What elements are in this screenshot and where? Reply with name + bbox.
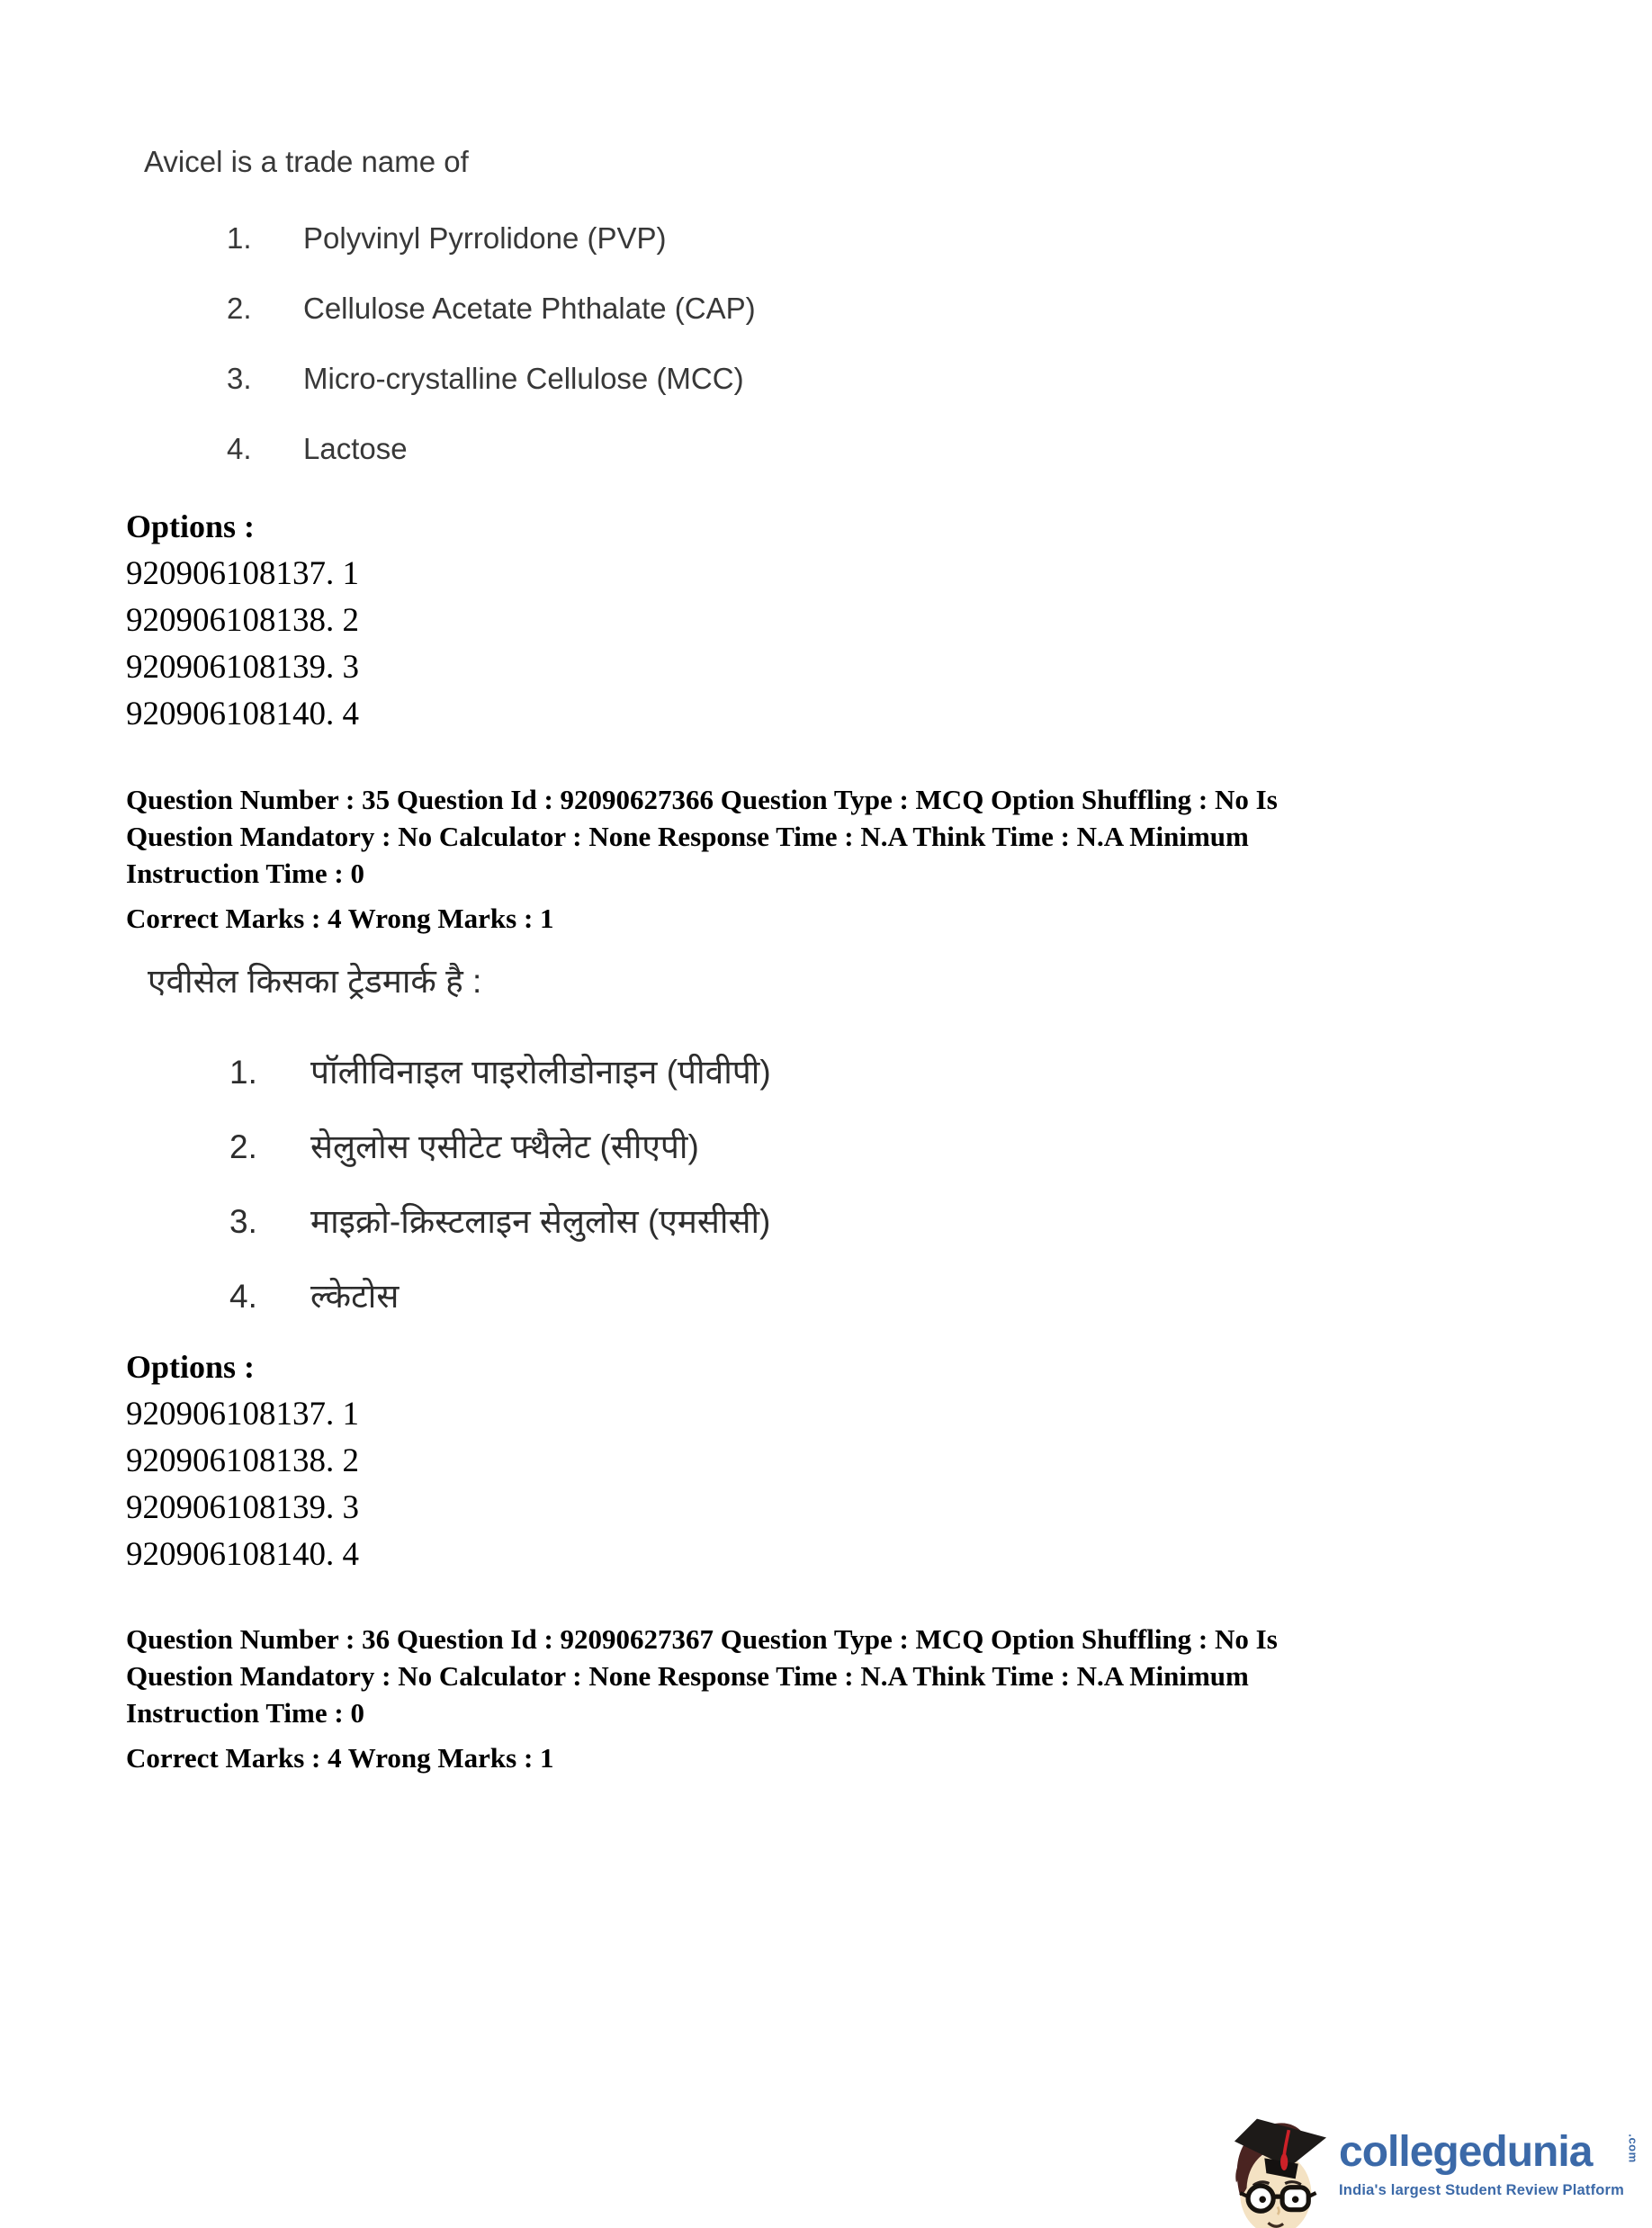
question-meta-details bbox=[126, 1621, 1548, 1731]
choice-item bbox=[227, 431, 756, 467]
option-id-line: 920906108140. 4 bbox=[126, 696, 359, 732]
options-heading: Options : bbox=[126, 1349, 256, 1385]
choice-item bbox=[227, 220, 756, 256]
choice-number: 2. bbox=[227, 292, 252, 325]
option-id-line: 920906108138. 2 bbox=[126, 602, 359, 639]
option-id-line: 920906108138. 2 bbox=[126, 1442, 359, 1479]
choice-number: 1. bbox=[229, 1054, 257, 1091]
option-id-line: 920906108140. 4 bbox=[126, 1536, 359, 1573]
question-hindi-block bbox=[148, 957, 771, 1348]
graduate-boy-mascot-icon bbox=[1227, 2104, 1333, 2228]
question-meta-line: Question Mandatory : No Calculator : None Response Time : N.A Think Time : N.A Minimum bbox=[126, 821, 1249, 852]
option-id-line: 920906108137. 1 bbox=[126, 555, 359, 592]
choice-item bbox=[229, 1124, 771, 1171]
choice-number: 2. bbox=[229, 1128, 257, 1165]
choice-item bbox=[229, 1049, 771, 1096]
choice-number: 4. bbox=[229, 1278, 257, 1315]
option-id-line: 920906108139. 3 bbox=[126, 649, 359, 686]
question-meta-details bbox=[126, 781, 1548, 892]
choice-text: ल्केटोस bbox=[310, 1278, 400, 1315]
choice-item bbox=[229, 1273, 771, 1320]
choice-item bbox=[227, 361, 756, 397]
choice-text: Micro-crystalline Cellulose (MCC) bbox=[303, 362, 744, 395]
question-meta-line: Instruction Time : 0 bbox=[126, 1697, 364, 1729]
choice-text: Polyvinyl Pyrrolidone (PVP) bbox=[303, 221, 667, 255]
choice-list-english bbox=[144, 220, 756, 467]
question-meta-line: Question Mandatory : No Calculator : None Response Time : N.A Think Time : N.A Minimum bbox=[126, 1660, 1249, 1692]
choice-text: Cellulose Acetate Phthalate (CAP) bbox=[303, 292, 756, 325]
correct-marks-line: Correct Marks : 4 Wrong Marks : 1 bbox=[126, 1742, 554, 1774]
question-36-header bbox=[126, 1621, 1548, 1776]
question-meta-line: Instruction Time : 0 bbox=[126, 858, 364, 889]
question-meta-line: Question Number : 35 Question Id : 92090627366 Question Type : MCQ Option Shuffling : No Is bbox=[126, 784, 1278, 815]
correct-marks-line: Correct Marks : 4 Wrong Marks : 1 bbox=[126, 903, 554, 934]
option-id-list bbox=[126, 551, 359, 738]
brand-domain-suffix: .com bbox=[1626, 2134, 1640, 2163]
brand-wordmark-group bbox=[1339, 2128, 1640, 2199]
question-prompt-hindi: एवीसेल किसका ट्रेडमार्क है : bbox=[148, 963, 482, 1000]
question-35-header bbox=[126, 781, 1548, 937]
question-english-block bbox=[144, 144, 756, 501]
choice-text: Lactose bbox=[303, 432, 408, 465]
choice-text: माइक्रो-क्रिस्टलाइन सेलुलोस (एमसीसी) bbox=[310, 1203, 771, 1240]
options-id-block-2 bbox=[126, 1346, 359, 1578]
choice-item bbox=[227, 291, 756, 327]
choice-number: 4. bbox=[227, 432, 252, 465]
question-meta-line: Question Number : 36 Question Id : 92090627367 Question Type : MCQ Option Shuffling : No Is bbox=[126, 1623, 1278, 1655]
collegedunia-logo bbox=[1227, 2102, 1650, 2228]
brand-tagline: India's largest Student Review Platform bbox=[1339, 2182, 1625, 2198]
choice-text: सेलुलोस एसीटेट फ्थैलेट (सीएपी) bbox=[310, 1128, 699, 1165]
options-heading: Options : bbox=[126, 508, 256, 544]
choice-number: 3. bbox=[229, 1203, 257, 1240]
option-id-line: 920906108139. 3 bbox=[126, 1489, 359, 1526]
options-id-block-1 bbox=[126, 506, 359, 738]
choice-item bbox=[229, 1199, 771, 1245]
choice-number: 3. bbox=[227, 362, 252, 395]
option-id-list bbox=[126, 1391, 359, 1578]
question-prompt-english: Avicel is a trade name of bbox=[144, 145, 469, 178]
choice-text: पॉलीविनाइल पाइरोलीडोनाइन (पीवीपी) bbox=[310, 1054, 771, 1091]
option-id-line: 920906108137. 1 bbox=[126, 1396, 359, 1433]
brand-wordmark: collegedunia bbox=[1339, 2128, 1593, 2176]
choice-number: 1. bbox=[227, 221, 252, 255]
choice-list-hindi bbox=[148, 1049, 771, 1320]
